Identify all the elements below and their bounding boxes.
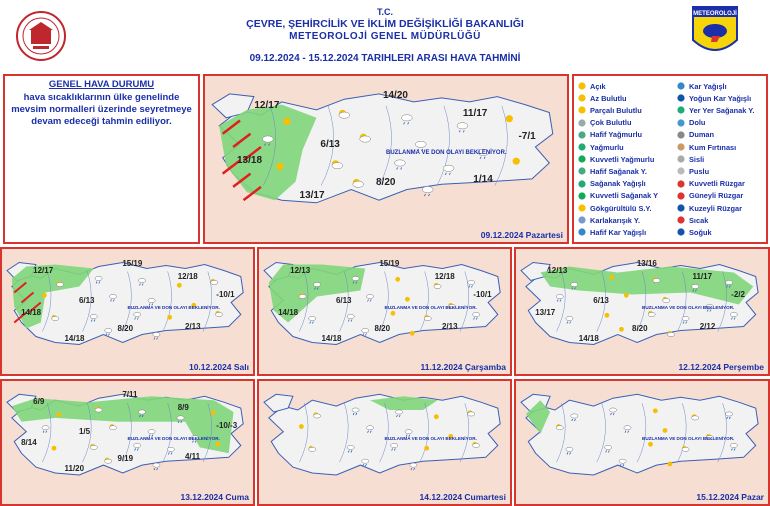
temperature-label: -2/2: [731, 289, 745, 299]
general-weather-title: GENEL HAVA DURUMU: [48, 79, 155, 90]
temperature-label: 14/18: [321, 333, 342, 343]
legend-item: [577, 226, 646, 238]
frost-warning-note: BUZLANMA VE DON OLAYI BEKLENİYOR.: [127, 304, 220, 310]
temperature-label: 6/13: [320, 139, 340, 151]
legend-label: Yer Yer Sağanak Y.: [689, 105, 755, 115]
legend-symbol-icon: [577, 154, 587, 164]
legend-item: [577, 178, 646, 190]
temperature-label: 12/17: [254, 99, 280, 111]
sun-weather-icon: [663, 428, 668, 433]
header-ministry: ÇEVRE, ŞEHİRCİLİK VE İKLİM DEĞİŞİKLİĞİ BAKANLIĞI: [246, 18, 524, 30]
snow-weather-icon: [410, 463, 417, 470]
map-day-1: [203, 74, 569, 244]
legend-item: [676, 92, 751, 104]
temperature-label: 14/18: [21, 307, 42, 317]
legend-symbol-icon: [676, 191, 686, 201]
frost-warning-note: BUZLANMA VE DON OLAYI BEKLENİYOR.: [386, 149, 507, 156]
temperature-label: -10/1: [216, 289, 235, 299]
temperature-label: 13/18: [236, 155, 263, 167]
legend-symbol-icon: [676, 105, 686, 115]
frost-warning-note: BUZLANMA VE DON OLAYI BEKLENİYOR.: [127, 435, 220, 441]
sun-weather-icon: [299, 424, 304, 429]
legend-label: Sağanak Yağışlı: [590, 179, 646, 189]
legend-item: [676, 190, 743, 202]
legend-symbol-icon: [676, 130, 686, 140]
sun-weather-icon: [215, 442, 220, 447]
legend-label: Hafif Yağmurlu: [590, 130, 643, 140]
legend-item: [676, 214, 708, 226]
legend-symbol-icon: [676, 142, 686, 152]
rain-weather-icon: [153, 463, 160, 470]
temperature-label: 9/19: [117, 454, 134, 464]
legend-item: [676, 104, 754, 116]
temperature-label: 6/13: [78, 295, 95, 305]
general-weather-panel: [3, 74, 200, 244]
legend-symbol-icon: [577, 93, 587, 103]
legend-label: Güneyli Rüzgar: [689, 191, 744, 201]
map-day-6: [257, 379, 512, 506]
legend-label: Az Bulutlu: [590, 93, 627, 103]
temperature-label: 12/17: [33, 265, 54, 275]
legend-item: [577, 190, 658, 202]
legend-item: [676, 178, 745, 190]
legend-label: Yoğun Kar Yağışlı: [689, 93, 752, 103]
frost-warning-note: BUZLANMA VE DON OLAYI BEKLENİYOR.: [642, 304, 735, 310]
temperature-label: 2/13: [441, 321, 458, 331]
sun-weather-icon: [391, 311, 396, 316]
legend-label: Dolu: [689, 118, 706, 128]
legend-item: [577, 92, 627, 104]
legend-symbol-icon: [577, 191, 587, 201]
legend-item: [577, 104, 642, 116]
general-weather-text: hava sıcaklıklarının ülke genelinde mevsim normalleri üzerinde seyretmeye devam edeceği tahmin ediliyor.: [11, 92, 192, 127]
legend-item: [577, 141, 624, 153]
legend-symbol-icon: [676, 215, 686, 225]
legend-symbol-icon: [577, 118, 587, 128]
temperature-label: 12/13: [547, 265, 568, 275]
legend-symbol-icon: [676, 227, 686, 237]
legend-symbol-icon: [676, 81, 686, 91]
temperature-label: 15/19: [122, 258, 143, 268]
sun-weather-icon: [619, 327, 624, 332]
rain-weather-icon: [422, 186, 433, 196]
temperature-label: 13/17: [299, 189, 325, 201]
legend-item: [676, 165, 709, 177]
legend-item: [676, 117, 705, 129]
meteoroloji-logo: [690, 4, 740, 60]
legend-item: [577, 202, 652, 214]
turkey-map: [259, 381, 510, 504]
sun-weather-icon: [395, 277, 400, 282]
legend-symbol-icon: [676, 179, 686, 189]
legend-label: Kuvvetli Sağanak Y: [590, 191, 659, 201]
legend-label: Kum Fırtınası: [689, 142, 737, 152]
legend-symbol-icon: [577, 179, 587, 189]
legend-symbol-icon: [676, 166, 686, 176]
temperature-label: 15/19: [379, 258, 400, 268]
sun-weather-icon: [405, 297, 410, 302]
legend-label: Kuvvetli Yağmurlu: [590, 154, 655, 164]
legend-label: Parçalı Bulutlu: [590, 105, 642, 115]
map-day-3: [257, 247, 512, 376]
map-day-4: [514, 247, 770, 376]
legend-symbol-icon: [577, 105, 587, 115]
map-date-label: 14.12.2024 Cumartesi: [419, 492, 506, 502]
temperature-label: 11/17: [692, 271, 713, 281]
sun-weather-icon: [653, 408, 658, 413]
legend-symbol-icon: [577, 203, 587, 213]
sun-weather-icon: [667, 462, 672, 467]
legend-symbol-icon: [676, 118, 686, 128]
header-forecast-range: 09.12.2024 - 15.12.2024 TARIHLERI ARASI HAVA TAHMİNİ: [249, 53, 521, 64]
header: [0, 0, 770, 72]
map-date-label: 12.12.2024 Perşembe: [678, 362, 764, 372]
legend-item: [577, 153, 654, 165]
sun-weather-icon: [283, 118, 290, 125]
sun-weather-icon: [167, 315, 172, 320]
legend-panel: [572, 74, 768, 244]
legend-symbol-icon: [676, 154, 686, 164]
sun-weather-icon: [624, 293, 629, 298]
legend-label: Sıcak: [689, 215, 709, 225]
temperature-label: 13/16: [636, 258, 657, 268]
temperature-label: 14/18: [278, 307, 299, 317]
temperature-label: 1/14: [473, 173, 493, 185]
temperature-label: 4/11: [184, 452, 201, 462]
legend-label: Kuzeyli Rüzgar: [689, 203, 742, 213]
map-date-label: 09.12.2024 Pazartesi: [480, 230, 563, 240]
temperature-label: 8/20: [117, 323, 134, 333]
legend-label: Yağmurlu: [590, 142, 624, 152]
map-date-label: 13.12.2024 Cuma: [180, 492, 249, 502]
map-date-label: 15.12.2024 Pazar: [696, 492, 764, 502]
temperature-label: 6/9: [33, 397, 45, 407]
legend-item: [577, 117, 631, 129]
legend-label: Puslu: [689, 166, 710, 176]
legend-symbol-icon: [676, 203, 686, 213]
temperature-label: 1/5: [78, 426, 91, 436]
temperature-label: 11/20: [64, 464, 85, 474]
sun-weather-icon: [52, 446, 57, 451]
map-day-5: [0, 379, 255, 506]
frost-warning-note: BUZLANMA VE DON OLAYI BEKLENİYOR.: [642, 435, 735, 441]
legend-item: [676, 141, 736, 153]
legend-symbol-icon: [577, 142, 587, 152]
temperature-label: 13/17: [535, 307, 556, 317]
snow-weather-icon: [153, 332, 160, 339]
logo-right-text: METEOROLOJİ: [693, 11, 737, 17]
legend-item: [676, 80, 727, 92]
temperature-label: 6/13: [593, 295, 609, 305]
sun-weather-icon: [211, 410, 216, 415]
sun-weather-icon: [434, 414, 439, 419]
temperature-label: 7/11: [122, 390, 138, 400]
temperature-label: 8/14: [21, 438, 37, 448]
sun-weather-icon: [276, 163, 283, 170]
legend-item: [577, 80, 606, 92]
legend-label: Gökgürültülü S.Y.: [590, 203, 652, 213]
temperature-label: 11/17: [462, 107, 488, 119]
legend-label: Açık: [590, 81, 606, 91]
frost-warning-note: BUZLANMA VE DON OLAYI BEKLENİYOR.: [384, 304, 477, 310]
sun-weather-icon: [605, 313, 610, 318]
legend-symbol-icon: [577, 215, 587, 225]
legend-item: [577, 165, 647, 177]
legend-label: Hafif Kar Yağışlı: [590, 227, 647, 237]
legend-label: Sisli: [689, 154, 705, 164]
legend-symbol-icon: [577, 227, 587, 237]
legend-label: Karlakarışık Y.: [590, 215, 640, 225]
sun-weather-icon: [609, 275, 614, 280]
temperature-label: 14/20: [382, 90, 408, 102]
temperature-label: 8/20: [632, 323, 648, 333]
legend-item: [676, 129, 714, 141]
sun-weather-icon: [177, 283, 182, 288]
legend-symbol-icon: [577, 130, 587, 140]
header-tc: T.C.: [376, 7, 393, 17]
map-day-7: [514, 379, 770, 506]
legend-label: Kuvvetli Rüzgar: [689, 179, 745, 189]
temperature-label: -7/1: [518, 131, 536, 143]
temperature-label: 2/12: [699, 321, 716, 331]
legend-symbol-icon: [577, 81, 587, 91]
temperature-label: -10/-3: [216, 420, 238, 430]
legend-symbol-icon: [577, 166, 587, 176]
legend-item: [676, 226, 712, 238]
temperature-label: -10/1: [473, 289, 492, 299]
map-date-label: 10.12.2024 Salı: [188, 362, 249, 372]
sun-weather-icon: [410, 331, 415, 336]
map-date-label: 11.12.2024 Çarşamba: [420, 362, 506, 372]
legend-label: Soğuk: [689, 227, 712, 237]
temperature-label: 6/13: [335, 295, 352, 305]
sun-weather-icon: [506, 115, 513, 122]
legend-label: Kar Yağışlı: [689, 81, 727, 91]
legend-item: [676, 153, 704, 165]
legend-item: [577, 129, 642, 141]
temperature-label: 8/20: [374, 323, 391, 333]
turkey-map: [516, 381, 768, 504]
temperature-label: 12/18: [177, 271, 198, 281]
temperature-label: 12/18: [434, 271, 455, 281]
legend-label: Duman: [689, 130, 715, 140]
temperature-label: 12/13: [290, 265, 311, 275]
legend-label: Hafif Sağanak Y.: [590, 166, 647, 176]
temperature-label: 14/18: [64, 333, 85, 343]
legend-item: [577, 214, 640, 226]
sun-weather-icon: [648, 442, 653, 447]
temperature-label: 2/13: [184, 321, 201, 331]
sun-weather-icon: [56, 412, 61, 417]
temperature-label: 14/18: [578, 333, 599, 343]
temperature-label: 8/20: [376, 176, 396, 188]
header-directorate: METEOROLOJİ GENEL MÜDÜRLÜĞÜ: [289, 31, 481, 42]
legend-label: Çok Bulutlu: [590, 118, 632, 128]
frost-warning-note: BUZLANMA VE DON OLAYI BEKLENİYOR.: [384, 435, 477, 441]
temperature-label: 8/9: [177, 403, 189, 413]
map-day-2: [0, 247, 255, 376]
legend-item: [676, 202, 742, 214]
sun-weather-icon: [424, 446, 429, 451]
sun-weather-icon: [42, 293, 47, 298]
sun-weather-icon: [513, 158, 520, 165]
legend-symbol-icon: [676, 93, 686, 103]
